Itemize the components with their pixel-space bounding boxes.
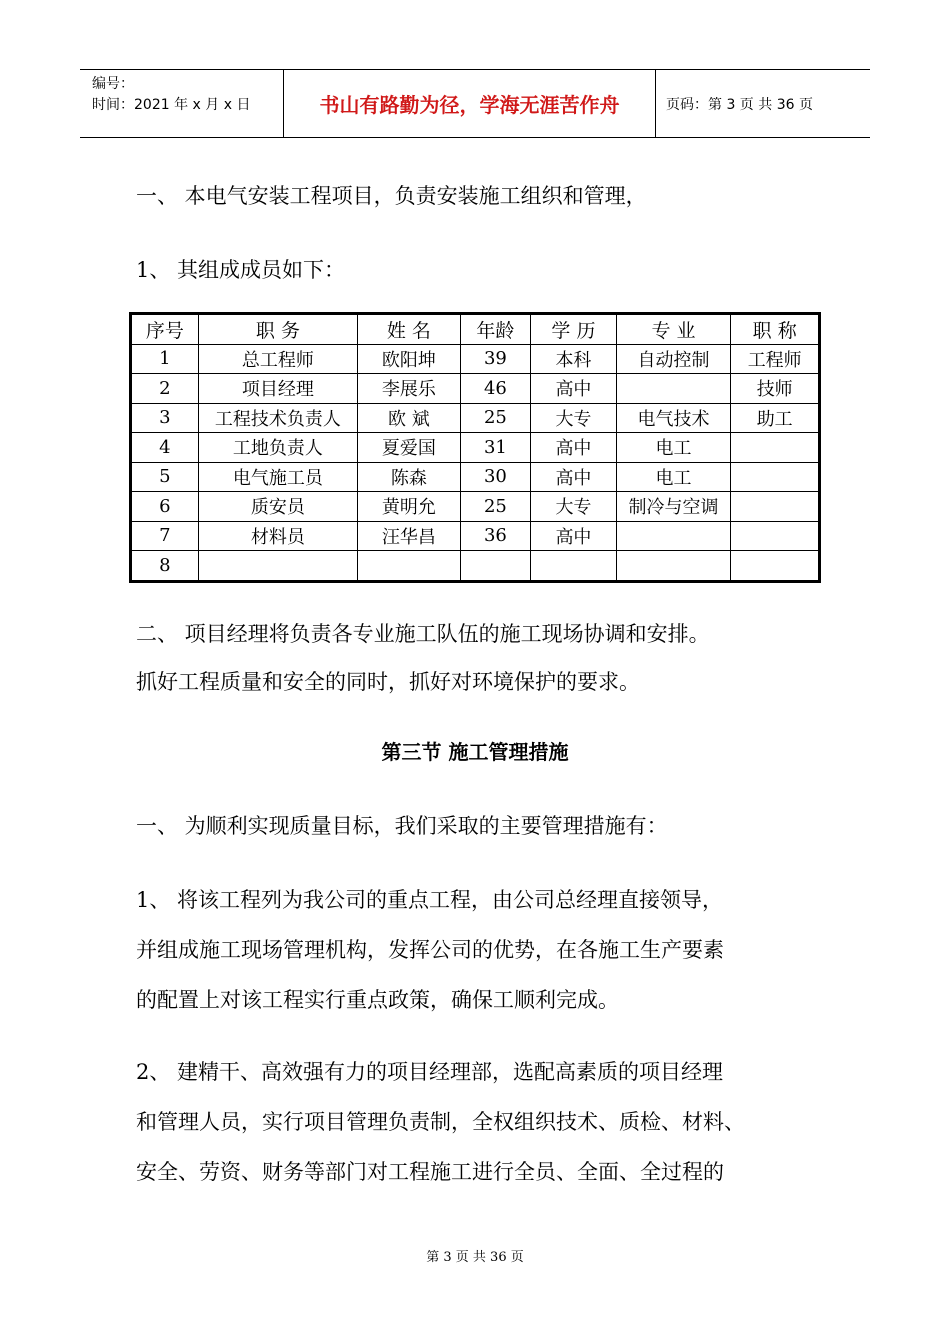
table-cell — [358, 551, 460, 582]
table-cell: 汪华昌 — [358, 521, 460, 551]
table-cell: 高中 — [531, 521, 616, 551]
table-cell: 电气技术 — [616, 403, 731, 433]
table-cell: 李展乐 — [358, 374, 460, 404]
paragraph: 和管理人员，实行项目管理负责制，全权组织技术、质检、材料、 — [136, 1110, 745, 1134]
table-cell: 1 — [131, 344, 199, 374]
table-cell: 大专 — [531, 403, 616, 433]
table-cell: 技师 — [731, 374, 820, 404]
table-row — [131, 521, 820, 551]
table-cell: 工程师 — [731, 344, 820, 374]
table-cell: 6 — [131, 492, 199, 522]
table-cell — [531, 551, 616, 582]
table-cell — [731, 551, 820, 582]
paragraph: 一、 为顺利实现质量目标，我们采取的主要管理措施有： — [136, 814, 668, 838]
column-header: 学 历 — [531, 314, 616, 345]
table-cell: 工地负责人 — [198, 433, 358, 463]
table-header-row — [131, 314, 820, 345]
table-cell — [731, 433, 820, 463]
page-footer: 第 3 页 共 36 页 — [426, 1250, 524, 1265]
paragraph: 并组成施工现场管理机构，发挥公司的优势，在各施工生产要素 — [136, 938, 724, 962]
paragraph: 的配置上对该工程实行重点政策，确保工顺利完成。 — [136, 988, 619, 1012]
paragraph: 2、 建精干、高效强有力的项目经理部，选配高素质的项目经理 — [136, 1060, 724, 1084]
table-cell: 项目经理 — [198, 374, 358, 404]
paragraph: 1、 将该工程列为我公司的重点工程，由公司总经理直接领导， — [136, 888, 724, 912]
paragraph: 抓好工程质量和安全的同时，抓好对环境保护的要求。 — [136, 670, 640, 694]
table-cell: 总工程师 — [198, 344, 358, 374]
table-cell: 电气施工员 — [198, 462, 358, 492]
column-header: 职 称 — [731, 314, 820, 345]
header-page-info: 页码：第 3 页 共 36 页 — [666, 96, 813, 113]
table-cell: 25 — [460, 492, 531, 522]
column-header: 职 务 — [198, 314, 358, 345]
table-cell — [731, 492, 820, 522]
table-cell — [731, 462, 820, 492]
table-cell: 工程技术负责人 — [198, 403, 358, 433]
table-cell: 3 — [131, 403, 199, 433]
table-row — [131, 433, 820, 463]
table-cell: 质安员 — [198, 492, 358, 522]
table-cell — [616, 521, 731, 551]
table-row — [131, 492, 820, 522]
table-cell: 高中 — [531, 374, 616, 404]
table-cell: 本科 — [531, 344, 616, 374]
table-cell: 电工 — [616, 433, 731, 463]
table-cell: 助工 — [731, 403, 820, 433]
table-cell: 46 — [460, 374, 531, 404]
table-cell: 2 — [131, 374, 199, 404]
table-cell: 30 — [460, 462, 531, 492]
table-cell: 5 — [131, 462, 199, 492]
staff-table — [129, 312, 821, 583]
table-cell: 36 — [460, 521, 531, 551]
table-row — [131, 462, 820, 492]
table-cell: 制冷与空调 — [616, 492, 731, 522]
table-cell — [616, 551, 731, 582]
table-cell: 25 — [460, 403, 531, 433]
table-row — [131, 344, 820, 374]
table-row — [131, 403, 820, 433]
table-cell: 欧 斌 — [358, 403, 460, 433]
column-header: 年龄 — [460, 314, 531, 345]
table-cell: 欧阳坤 — [358, 344, 460, 374]
table-row — [131, 551, 820, 582]
table-cell — [731, 521, 820, 551]
header-meta — [80, 70, 283, 137]
table-cell: 8 — [131, 551, 199, 582]
column-header: 姓 名 — [358, 314, 460, 345]
table-cell: 39 — [460, 344, 531, 374]
table-cell: 高中 — [531, 462, 616, 492]
page-header — [80, 69, 870, 138]
paragraph: 1、 其组成成员如下： — [136, 258, 346, 282]
table-row — [131, 374, 820, 404]
header-motto: 书山有路勤为径，学海无涯苦作舟 — [283, 70, 656, 137]
paragraph: 安全、劳资、财务等部门对工程施工进行全员、全面、全过程的 — [136, 1160, 724, 1184]
section-heading: 第三节 施工管理措施 — [381, 740, 569, 764]
table-cell: 高中 — [531, 433, 616, 463]
table-cell: 31 — [460, 433, 531, 463]
column-header: 序号 — [131, 314, 199, 345]
table-cell: 自动控制 — [616, 344, 731, 374]
document-date: 时间：2021 年 x 月 x 日 — [92, 97, 251, 113]
table-cell — [198, 551, 358, 582]
table-cell: 陈森 — [358, 462, 460, 492]
table-cell: 7 — [131, 521, 199, 551]
document-number: 编号： — [92, 76, 134, 92]
table-cell: 黄明允 — [358, 492, 460, 522]
paragraph: 二、 项目经理将负责各专业施工队伍的施工现场协调和安排。 — [136, 622, 710, 646]
table-cell: 大专 — [531, 492, 616, 522]
table-cell — [460, 551, 531, 582]
column-header: 专 业 — [616, 314, 731, 345]
paragraph: 一、 本电气安装工程项目，负责安装施工组织和管理， — [136, 184, 647, 208]
table-cell: 4 — [131, 433, 199, 463]
table-cell: 材料员 — [198, 521, 358, 551]
table-cell: 夏爱国 — [358, 433, 460, 463]
table-cell: 电工 — [616, 462, 731, 492]
table-cell — [616, 374, 731, 404]
